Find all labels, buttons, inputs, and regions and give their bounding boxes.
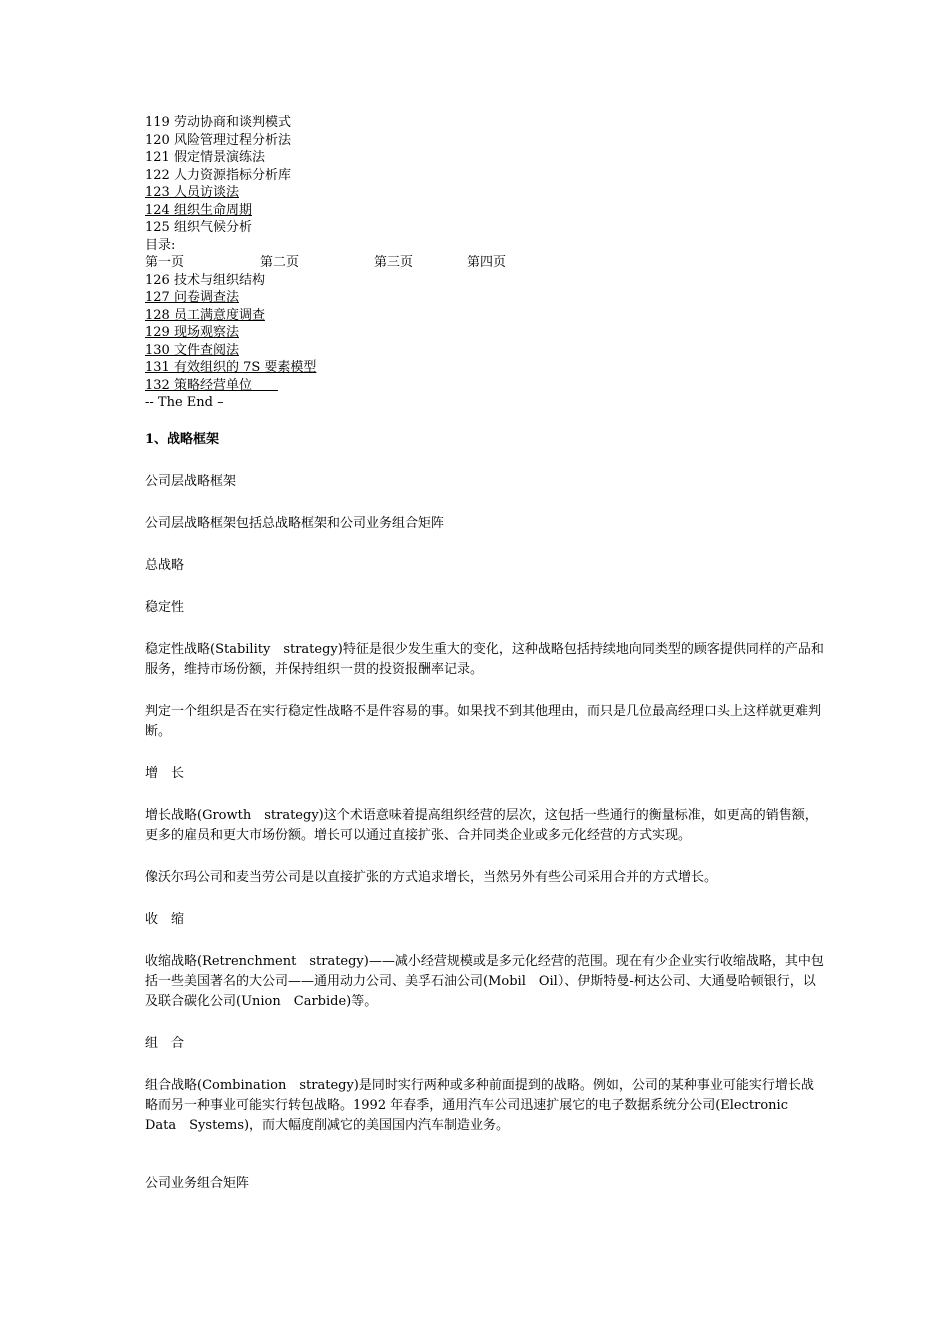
toc-item: 121 假定情景演练法 [145, 150, 265, 165]
paragraph: 总战略 [145, 557, 185, 573]
paragraph: 稳定性战略(Stability strategy)特征是很少发生重大的变化，这种战略包括持续地向同类型的顾客提供同样的产品和服务，维持市场份额，并保持组织一贯的投资报酬率记录。 [145, 641, 824, 677]
document-page [145, 114, 825, 1194]
page-link-3[interactable]: 第三页 [374, 255, 414, 270]
paragraph: 公司业务组合矩阵 [145, 1175, 250, 1191]
toc-item: 122 人力资源指标分析库 [145, 167, 291, 183]
paragraph: 组合战略(Combination strategy)是同时实行两种或多种前面提到的战略。例如，公司的某种事业可能实行增长战略而另一种事业可能实行转包战略。1992 年春季，通用汽车公司迅速扩展它的电子数据系统分公司(Electronic Data Systems)，而大幅度削减它的美国国内汽车制造业务。 [145, 1077, 814, 1133]
toc-item: 125 组织气候分析 [145, 220, 252, 235]
toc-list-2 [145, 272, 825, 395]
paragraph: 稳定性 [145, 599, 185, 615]
paragraph: 判定一个组织是否在实行稳定性战略不是件容易的事。如果找不到其他理由，而只是几位最高经理口头上这样就更难判断。 [145, 703, 822, 739]
toc-title: 目录: [145, 237, 176, 253]
toc-item: 120 风险管理过程分析法 [145, 132, 291, 148]
paragraph: 增 长 [145, 765, 185, 781]
paragraph: 公司层战略框架 [145, 473, 237, 489]
page-link-1[interactable]: 第一页 [145, 255, 185, 270]
toc-item: 126 技术与组织结构 [145, 272, 265, 288]
paragraph: 组 合 [145, 1035, 185, 1051]
page-link-4[interactable]: 第四页 [467, 255, 507, 270]
toc-link[interactable]: 123 人员访谈法 [145, 185, 239, 200]
toc-link[interactable]: 132 策略经营单位 [145, 377, 278, 393]
section-heading: 1、战略框架 [145, 431, 220, 447]
toc-item: 119 劳动协商和谈判模式 [145, 115, 291, 130]
paragraph: 收缩战略(Retrenchment strategy)——减小经营规模或是多元化经营的范围。现在有少企业实行收缩战略，其中包括一些美国著名的大公司——通用动力公司、美孚石油公司(Mobil Oil）、伊斯特曼-柯达公司、大通曼哈顿银行，以及联合碳化公司(Union Carbide)等。 [145, 953, 824, 1009]
paragraph: 像沃尔玛公司和麦当劳公司是以直接扩张的方式追求增长，当然另外有些公司采用合并的方式增长。 [145, 869, 718, 885]
toc-link[interactable]: 131 有效组织的 7S 要素模型 [145, 360, 317, 375]
paragraph: 收 缩 [145, 911, 185, 927]
page-link-2[interactable]: 第二页 [260, 255, 300, 270]
paragraph: 公司层战略框架包括总战略框架和公司业务组合矩阵 [145, 515, 445, 531]
page-navigation [145, 254, 825, 272]
paragraph: 增长战略(Growth strategy)这个术语意味着提高组织经营的层次，这包括一些通行的衡量标准，如更高的销售额，更多的雇员和更大市场份额。增长可以通过直接扩张、合并同类企业或多元化经营的方式实现。 [145, 807, 818, 843]
toc-link[interactable]: 124 组织生命周期 [145, 202, 252, 218]
the-end-marker: -- The End – [145, 395, 224, 410]
toc-link[interactable]: 128 员工满意度调查 [145, 307, 265, 323]
toc-list [145, 114, 825, 237]
toc-link[interactable]: 127 问卷调查法 [145, 290, 239, 305]
toc-link[interactable]: 130 文件查阅法 [145, 342, 239, 358]
toc-link[interactable]: 129 现场观察法 [145, 325, 239, 340]
